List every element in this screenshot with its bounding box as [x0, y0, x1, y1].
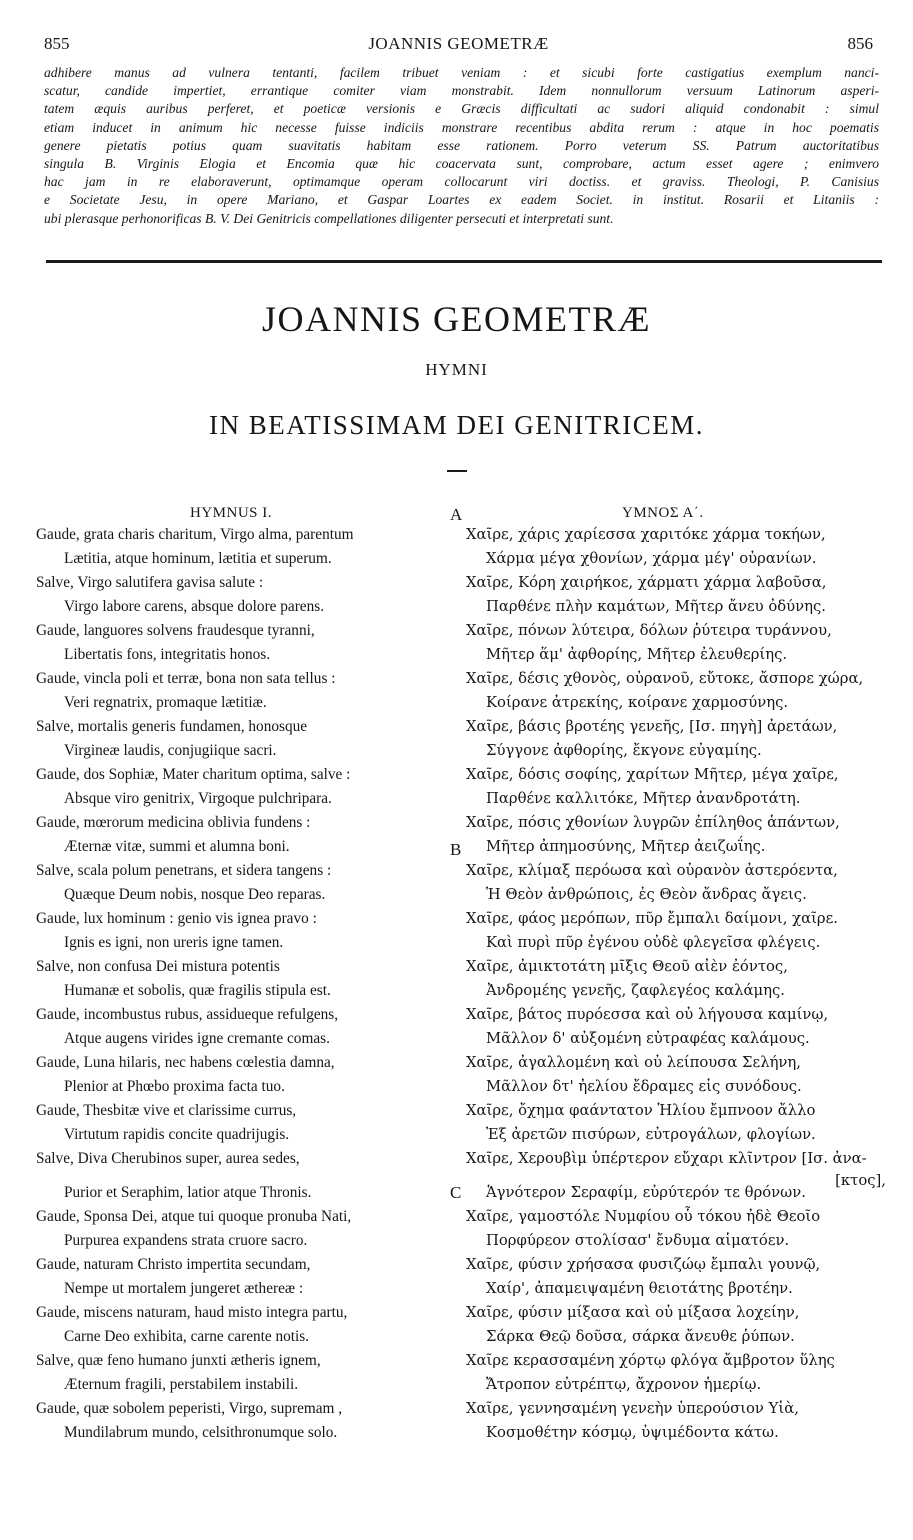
- preface-line: singula B. Virginis Elogia et Encomia quæ hic coacervata sunt, comprobare, actum esset agere ; enimvero: [44, 156, 879, 172]
- latin-verse-line: Gaude, mœrorum medicina oblivia fundens :: [36, 814, 311, 831]
- greek-verse-line: Μᾶλλον δτ' ἠελίου ἔδραμες εἰς συνόδους.: [486, 1078, 802, 1095]
- latin-verse-line: Salve, mortalis generis fundamen, honosque: [36, 718, 308, 735]
- preface-line: adhibere manus ad vulnera tentanti, facilem tribuet veniam : et sicubi forte castigatius exemplum nanci-: [44, 65, 879, 80]
- latin-verse-line: Gaude, incombustus rubus, assidueque refulgens,: [36, 1006, 339, 1023]
- greek-verse-line: Χαῖρε, γεννησαμένη γενεὴν ὑπερούσιον Υἱὰ,: [466, 1400, 799, 1417]
- preface-line: hac jam in re elaboraverunt, optimamque operam collocarunt viri doctiss. et graviss. Theologi, P. Canisius: [44, 174, 879, 190]
- greek-verse-line: Χαῖρε, φύσιν χρήσασα φυσιζώῳ ἔμπαλι γουνῷ,: [466, 1256, 821, 1273]
- greek-verse-line: Χαῖρε, δόσις σοφίης, χαρίτων Μῆτερ, μέγα χαῖρε,: [466, 766, 839, 783]
- latin-verse-line: Virtutum rapidis concite quadrijugis.: [64, 1126, 290, 1143]
- preface-line: etiam inducet in animum hic necesse fuisse indiciis monstrare recentibus abdita rerum : atque in hoc poematis: [44, 119, 879, 135]
- greek-verse-line: Χαῖρε, χάρις χαρίεσσα χαριτόκε χάρμα τοκήων,: [466, 526, 826, 543]
- latin-verse-line: Salve, Diva Cherubinos super, aurea sedes,: [36, 1150, 300, 1167]
- greek-verse-line: Κοίρανε ἀτρεκίης, κοίρανε χαρμοσύνης.: [486, 694, 789, 711]
- latin-verse-line: Gaude, lux hominum : genio vis ignea pravo :: [36, 910, 317, 927]
- latin-verse-line: Æternæ vitæ, summi et alumna boni.: [64, 838, 290, 855]
- dedication-title: IN BEATISSIMAM DEI GENITRICEM.: [209, 410, 704, 440]
- latin-verse-line: Virgineæ laudis, conjugiique sacri.: [64, 742, 277, 759]
- latin-verse-line: Salve, non confusa Dei mistura potentis: [36, 958, 280, 975]
- greek-verse-line-continuation: [κτος],: [835, 1172, 886, 1189]
- latin-verse-line: Libertatis fons, integritatis honos.: [64, 646, 271, 663]
- latin-verse-line: Purpurea expandens strata cruore sacro.: [64, 1232, 308, 1249]
- greek-verse-line: Χαῖρε, κλίμαξ περόωσα καὶ οὐρανὸν ἀστερόεντα,: [466, 862, 838, 879]
- greek-verse-line: Ἐξ ἀρετῶν πισύρων, εὐτρογάλων, φλογίων.: [486, 1126, 816, 1143]
- latin-verse-line: Gaude, grata charis charitum, Virgo alma, parentum: [36, 526, 354, 543]
- greek-verse-line: Χαίρ', ἀπαμειψαμένη θειοτάτης βροτέην.: [486, 1280, 793, 1297]
- margin-letter-c: C: [450, 1183, 462, 1202]
- latin-verse-line: Gaude, languores solvens fraudesque tyranni,: [36, 622, 315, 639]
- greek-verse-line: Ἡ Θεὸν ἀνθρώποις, ἐς Θεὸν ἄνδρας ἄγεις.: [486, 886, 807, 903]
- running-title: JOANNIS GEOMETRÆ: [368, 34, 549, 53]
- greek-verse-line: Χαῖρε, βάτος πυρόεσσα καὶ οὐ λήγουσα καμίνῳ,: [466, 1006, 829, 1023]
- latin-verse-line: Gaude, Thesbitæ vive et clarissime currus,: [36, 1102, 297, 1119]
- latin-verse-line: Veri regnatrix, promaque lætitiæ.: [64, 694, 267, 711]
- preface-paragraph: [44, 64, 879, 228]
- greek-verse-line: Χαῖρε, γαμοστόλε Νυμφίου οὗ τόκου ἠδὲ Θεοῖο: [466, 1208, 821, 1225]
- latin-verse-line: Carne Deo exhibita, carne carente notis.: [64, 1328, 310, 1345]
- latin-verse-line: Æternum fragili, perstabilem instabili.: [64, 1376, 299, 1393]
- greek-verse-line: Χαῖρε, βάσις βροτέης γενεῆς, [Ισ. πηγὴ] ἀρετάων,: [466, 718, 838, 735]
- latin-verse-line: Lætitia, atque hominum, lætitia et superum.: [64, 550, 332, 567]
- preface-line: tatem æquis auribus perferet, et poeticæ versionis e Græcis difficultati ac sudori aliquid condonabit : simul: [44, 101, 879, 117]
- greek-verse-line: Χαῖρε, ἀγαλλομένη καὶ οὐ λείπουσα Σελήνη,: [466, 1054, 801, 1071]
- greek-verse-line: Μῆτερ ἀπημοσύνης, Μῆτερ ἀειζωΐης.: [486, 838, 766, 855]
- greek-verse-line: Χαῖρε, πόνων λύτειρα, δόλων ῥύτειρα τυράννου,: [466, 622, 832, 639]
- latin-verse-line: Gaude, Luna hilaris, nec habens cœlestia damna,: [36, 1054, 335, 1071]
- latin-verse-line: Gaude, vincla poli et terræ, bona non sata tellus :: [36, 670, 336, 687]
- greek-verse-line: Χαῖρε, δέσις χθονὸς, οὐρανοῦ, εὔτοκε, ἄσπορε χώρα,: [466, 670, 864, 687]
- subtitle-hymni: HYMNI: [425, 360, 488, 379]
- latin-verse-line: Humanæ et sobolis, quæ fragilis stipula est.: [64, 982, 331, 999]
- section-divider-rule: [46, 260, 882, 263]
- greek-verse-line: Χαῖρε, ὄχημα φαάντατον Ἡλίου ἔμπνοον ἄλλο: [466, 1102, 816, 1119]
- greek-verse-line: Πορφύρεον στολίσασ' ἔνδυμα αἱματόεν.: [486, 1232, 790, 1249]
- latin-verse-line: Gaude, dos Sophiæ, Mater charitum optima, salve :: [36, 766, 351, 783]
- greek-verse-line: Χαῖρε, φάος μερόπων, πῦρ ἔμπαλι δαίμονι, χαῖρε.: [466, 910, 838, 927]
- latin-verse-line: Absque viro genitrix, Virgoque pulchripara.: [64, 790, 332, 807]
- latin-verse-line: Nempe ut mortalem jungeret æthereæ :: [64, 1280, 304, 1297]
- greek-verse-line: Κοσμοθέτην κόσμῳ, ὑψιμέδοντα κάτω.: [486, 1424, 779, 1441]
- margin-letter-a: A: [450, 505, 463, 524]
- latin-verse-line: Atque augens virides igne cremante comas.: [64, 1030, 330, 1047]
- latin-verse-line: Virgo labore carens, absque dolore parens.: [64, 598, 325, 615]
- latin-verse-line: Gaude, naturam Christo impertita secundam,: [36, 1256, 311, 1273]
- greek-verse-line: Χαῖρε, ἀμικτοτάτη μῖξις Θεοῦ αἰὲν ἐόντος,: [466, 958, 788, 975]
- greek-verse-line: Ἄτροπον εὐτρέπτῳ, ἄχρονον ἡμερίῳ.: [486, 1376, 762, 1393]
- preface-line: e Societate Jesu, in opere Mariano, et Gaspar Loartes ex eadem Societ. in institut. Rosarii et Litaniis :: [44, 192, 879, 208]
- greek-verse-line: Χαῖρε, Κόρη χαιρήκοε, χάρματι χάρμα λαβοῦσα,: [466, 574, 827, 591]
- greek-verse-line: Χαῖρε κερασσαμένη χόρτῳ φλόγα ἄμβροτον ὕλης: [466, 1352, 835, 1369]
- latin-verse-line: Salve, Virgo salutifera gavisa salute :: [36, 574, 264, 591]
- latin-verse-line: Quæque Deum nobis, nosque Deo reparas.: [64, 886, 326, 903]
- latin-verse-line: Ignis es igni, non ureris igne tamen.: [64, 934, 284, 951]
- greek-verse-line: Ἀνδρομέης γενεῆς, ζαφλεγέος καλάμης.: [486, 982, 785, 999]
- latin-verse-line: Plenior at Phœbo proxima facta tuo.: [64, 1078, 285, 1095]
- latin-verse-line: Purior et Seraphim, latior atque Thronis.: [64, 1184, 312, 1201]
- margin-letter-b: B: [450, 840, 462, 859]
- greek-verse-line: Σύγγονε ἀφθορίης, ἔκγονε εὐγαμίης.: [486, 742, 762, 759]
- latin-verse-line: Salve, scala polum penetrans, et sidera tangens :: [36, 862, 332, 879]
- greek-verse-line: Παρθένε καλλιτόκε, Μῆτερ ἀνανδροτάτη.: [486, 790, 801, 807]
- page-number-right: 856: [847, 34, 873, 53]
- greek-verse-line: Χαῖρε, πόσις χθονίων λυγρῶν ἐπίληθος ἁπάντων,: [466, 814, 840, 831]
- latin-column-heading: HYMNUS I.: [190, 505, 273, 521]
- page-number-left: 855: [44, 34, 70, 53]
- greek-verse-line: Χαῖρε, Χερουβὶμ ὑπέρτερον εὔχαρι κλῖντρον [Ισ. ἀνα-: [466, 1150, 867, 1167]
- preface-line: scatur, candide impertiet, errantique comiter viam monstrabit. Idem nonnullorum versuum Latinorum asperi-: [44, 83, 879, 99]
- latin-verse-line: Gaude, quæ sobolem peperisti, Virgo, supremam ,: [36, 1400, 343, 1417]
- latin-verse-line: Mundilabrum mundo, celsithronumque solo.: [64, 1424, 338, 1441]
- latin-verse-line: Gaude, Sponsa Dei, atque tui quoque pronuba Nati,: [36, 1208, 352, 1225]
- greek-verse-line: Ἁγνότερον Σεραφίμ, εὐρύτερόν τε θρόνων.: [486, 1184, 806, 1201]
- greek-verse-line: Χαῖρε, φύσιν μίξασα καὶ οὐ μίξασα λοχείην,: [466, 1304, 800, 1321]
- greek-verse-line: Χάρμα μέγα χθονίων, χάρμα μέγ' οὐρανίων.: [486, 550, 817, 567]
- greek-verse-line: Καὶ πυρὶ πῦρ ἐγένου οὐδὲ φλεγεῖσα φλέγεις.: [486, 934, 821, 951]
- latin-verse-line: Gaude, miscens naturam, haud misto integra partu,: [36, 1304, 348, 1321]
- latin-verse-line: Salve, quæ feno humano junxti ætheris ignem,: [36, 1352, 321, 1369]
- greek-verse-line: Μᾶλλον δ' αὐξομένη εὐτραφέας καλάμους.: [486, 1030, 810, 1047]
- preface-line: genere pietatis potius quam suavitatis habitam esse rationem. Porro veterum SS. Patrum auctoritatibus: [44, 137, 879, 153]
- running-head: [44, 34, 873, 56]
- greek-verse-line: Μῆτερ ἅμ' ἀφθορίης, Μῆτερ ἐλευθερίης.: [486, 646, 788, 663]
- greek-column-heading: ΥΜΝΟΣ Α΄.: [622, 505, 704, 521]
- main-title: JOANNIS GEOMETRÆ: [261, 299, 651, 339]
- title-dash: [447, 470, 467, 472]
- greek-verse-line: Σάρκα Θεῷ δοῦσα, σάρκα ἄνευθε ῥύπων.: [486, 1328, 795, 1345]
- preface-line: ubi plerasque perhonorificas B. V. Dei Genitricis compellationes diligenter persecuti et interpretati sunt.: [44, 210, 614, 226]
- greek-verse-line: Παρθένε πλὴν καμάτων, Μῆτερ ἄνευ ὀδύνης.: [486, 598, 826, 615]
